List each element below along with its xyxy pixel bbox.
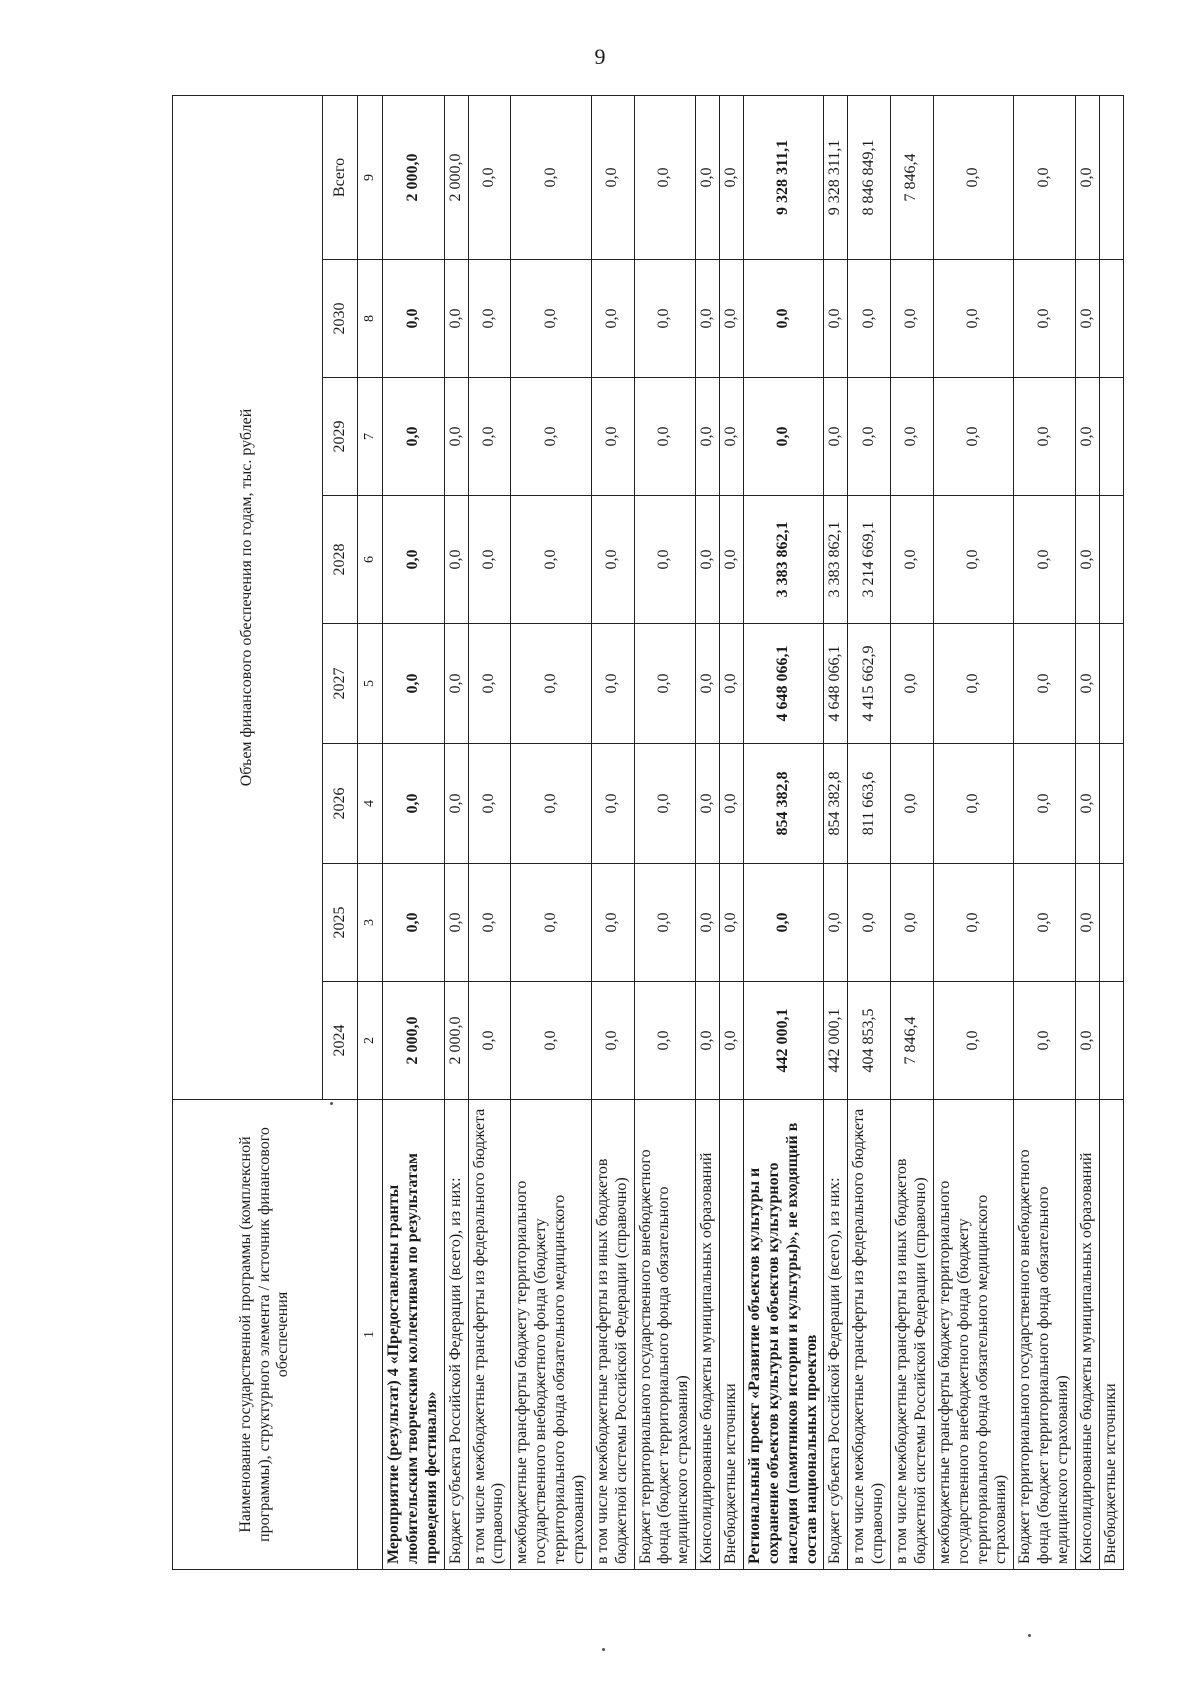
table-row [634, 95, 696, 1569]
header-volume: Объем финансового обеспечения по годам, тыс. рублей [173, 95, 323, 1099]
row-source-name: Бюджет субъекта Российской Федерации (всего), из них: [824, 1100, 848, 1570]
row-value-cell: 0,0 [444, 260, 468, 378]
header-column-index: 2 [358, 982, 383, 1100]
row-value-cell: 0,0 [1014, 744, 1076, 864]
row-value-cell: 3 214 669,1 [848, 496, 891, 624]
row-source-name: Региональный проект «Развитие объектов культуры и сохранение объектов культуры и объектов культурного наследия (памятников истории и культуры)», не входящий в состав национальных проектов [743, 1100, 824, 1570]
row-value-cell: 7 846,4 [891, 95, 934, 259]
financing-table [172, 95, 1124, 1570]
row-value-cell: 0,0 [591, 496, 634, 624]
row-value-cell: 0,0 [891, 744, 934, 864]
table-row [824, 95, 848, 1569]
row-source-name: межбюджетные трансферты бюджету территориального государственного внебюджетного фонда (бюджету территориального фонда обязательного медицинского страхования) [511, 1100, 592, 1570]
row-value-cell [1099, 496, 1123, 624]
row-source-name: в том числе межбюджетные трансферты из иных бюджетов бюджетной системы Российской Федерации (справочно) [591, 1100, 634, 1570]
row-value-cell: 2 000,0 [383, 95, 445, 259]
row-value-cell: 0,0 [634, 378, 696, 496]
header-column-index: 6 [358, 496, 383, 624]
row-value-cell: 0,0 [511, 744, 592, 864]
header-column-index: 7 [358, 378, 383, 496]
row-value-cell: 0,0 [468, 260, 511, 378]
row-source-name: Консолидированные бюджеты муниципальных образований [1075, 1100, 1099, 1570]
row-value-cell: 0,0 [848, 864, 891, 982]
row-value-cell: 0,0 [634, 982, 696, 1100]
header-year: 2024 [323, 982, 358, 1100]
row-value-cell: 0,0 [444, 624, 468, 744]
row-value-cell: 0,0 [511, 624, 592, 744]
row-value-cell [1099, 378, 1123, 496]
row-value-cell: 0,0 [1075, 744, 1099, 864]
header-year: 2030 [323, 260, 358, 378]
row-value-cell: 4 415 662,9 [848, 624, 891, 744]
header-column-index: 3 [358, 864, 383, 982]
row-value-cell: 0,0 [634, 496, 696, 624]
row-value-cell: 0,0 [743, 378, 824, 496]
row-value-cell: 8 846 849,1 [848, 95, 891, 259]
row-value-cell: 0,0 [634, 95, 696, 259]
row-value-cell: 7 846,4 [891, 982, 934, 1100]
row-value-cell: 0,0 [468, 496, 511, 624]
row-value-cell: 9 328 311,1 [824, 95, 848, 259]
row-value-cell: 0,0 [891, 496, 934, 624]
row-value-cell [1099, 982, 1123, 1100]
row-value-cell: 0,0 [468, 982, 511, 1100]
scan-dot [602, 1648, 605, 1651]
header-year: 2026 [323, 744, 358, 864]
row-value-cell: 0,0 [933, 260, 1014, 378]
row-value-cell: 0,0 [634, 744, 696, 864]
row-value-cell: 0,0 [511, 864, 592, 982]
row-source-name: Внебюджетные источники [1099, 1100, 1123, 1570]
row-value-cell: 0,0 [1014, 95, 1076, 259]
table-row [933, 95, 1014, 1569]
row-value-cell: 0,0 [383, 378, 445, 496]
row-value-cell: 0,0 [1014, 260, 1076, 378]
row-value-cell [1099, 864, 1123, 982]
row-value-cell: 0,0 [824, 260, 848, 378]
row-value-cell: 0,0 [696, 744, 720, 864]
row-value-cell: 0,0 [696, 624, 720, 744]
row-value-cell: 9 328 311,1 [743, 95, 824, 259]
row-value-cell: 0,0 [720, 624, 744, 744]
row-value-cell: 0,0 [696, 95, 720, 259]
row-value-cell: 0,0 [1075, 378, 1099, 496]
row-source-name: в том числе межбюджетные трансферты из федерального бюджета (справочно) [848, 1100, 891, 1570]
table-row [891, 95, 934, 1569]
header-year: 2025 [323, 864, 358, 982]
row-value-cell: 0,0 [848, 378, 891, 496]
row-value-cell: 0,0 [1014, 496, 1076, 624]
row-value-cell: 0,0 [696, 496, 720, 624]
header-column-index: 5 [358, 624, 383, 744]
row-value-cell: 0,0 [743, 260, 824, 378]
scan-dot [1028, 1634, 1031, 1637]
row-value-cell: 0,0 [468, 95, 511, 259]
row-value-cell: 0,0 [383, 624, 445, 744]
header-column-index: 8 [358, 260, 383, 378]
row-value-cell: 0,0 [720, 496, 744, 624]
row-value-cell: 0,0 [468, 864, 511, 982]
row-value-cell: 854 382,8 [824, 744, 848, 864]
row-value-cell: 0,0 [634, 260, 696, 378]
row-value-cell: 0,0 [468, 378, 511, 496]
row-value-cell: 0,0 [720, 982, 744, 1100]
row-value-cell: 0,0 [720, 260, 744, 378]
row-value-cell: 0,0 [933, 864, 1014, 982]
row-source-name: Бюджет субъекта Российской Федерации (всего), из них: [444, 1100, 468, 1570]
row-source-name: межбюджетные трансферты бюджету территориального государственного внебюджетного фонда (бюджету территориального фонда обязательного медицинского страхования) [933, 1100, 1014, 1570]
row-value-cell [1099, 624, 1123, 744]
row-value-cell: 0,0 [933, 496, 1014, 624]
header-column-index: 1 [358, 1100, 383, 1570]
row-value-cell: 0,0 [720, 95, 744, 259]
row-value-cell: 0,0 [743, 864, 824, 982]
page-number: 9 [594, 44, 606, 69]
row-value-cell: 0,0 [933, 378, 1014, 496]
table-row [1014, 95, 1076, 1569]
row-value-cell: 0,0 [591, 95, 634, 259]
row-source-name: Бюджет территориального государственного внебюджетного фонда (бюджет территориального фонда обязательного медицинского страхования) [634, 1100, 696, 1570]
row-value-cell: 442 000,1 [743, 982, 824, 1100]
row-value-cell: 0,0 [1075, 624, 1099, 744]
row-value-cell: 0,0 [720, 864, 744, 982]
row-source-name: в том числе межбюджетные трансферты из иных бюджетов бюджетной системы Российской Федерации (справочно) [891, 1100, 934, 1570]
header-name-column: Наименование государственной программы (комплексной программы), структурного элемента / источник финансового обеспечения [173, 1100, 358, 1570]
row-value-cell: 0,0 [824, 864, 848, 982]
row-value-cell: 854 382,8 [743, 744, 824, 864]
header-column-index: 9 [358, 95, 383, 259]
row-value-cell: 0,0 [511, 378, 592, 496]
row-value-cell: 0,0 [591, 864, 634, 982]
row-value-cell: 404 853,5 [848, 982, 891, 1100]
row-source-name: Мероприятие (результат) 4 «Предоставлены гранты любительским творческим коллективам по результатам проведения фестиваля» [383, 1100, 445, 1570]
row-value-cell: 0,0 [696, 982, 720, 1100]
row-value-cell: 0,0 [696, 260, 720, 378]
row-value-cell: 2 000,0 [444, 982, 468, 1100]
row-value-cell: 3 383 862,1 [824, 496, 848, 624]
row-value-cell: 0,0 [591, 982, 634, 1100]
header-year: 2027 [323, 624, 358, 744]
row-value-cell: 0,0 [1075, 864, 1099, 982]
row-value-cell: 0,0 [1014, 378, 1076, 496]
row-value-cell: 0,0 [511, 260, 592, 378]
row-value-cell: 0,0 [591, 378, 634, 496]
row-value-cell: 0,0 [720, 744, 744, 864]
row-value-cell: 0,0 [1075, 496, 1099, 624]
table-row [1099, 95, 1123, 1569]
rotated-table-frame [172, 96, 1119, 1570]
table-row [720, 95, 744, 1569]
rotated-table-area [172, 96, 1119, 1570]
row-value-cell: 0,0 [511, 95, 592, 259]
row-source-name: Внебюджетные источники [720, 1100, 744, 1570]
row-value-cell: 0,0 [1014, 982, 1076, 1100]
row-value-cell: 0,0 [891, 260, 934, 378]
row-value-cell: 0,0 [891, 864, 934, 982]
row-value-cell: 0,0 [591, 260, 634, 378]
table-row [444, 95, 468, 1569]
row-value-cell: 0,0 [444, 378, 468, 496]
row-value-cell: 0,0 [444, 496, 468, 624]
row-value-cell: 0,0 [696, 378, 720, 496]
header-year: 2029 [323, 378, 358, 496]
row-value-cell: 0,0 [383, 496, 445, 624]
row-value-cell: 4 648 066,1 [743, 624, 824, 744]
row-value-cell: 811 663,6 [848, 744, 891, 864]
row-value-cell: 0,0 [696, 864, 720, 982]
row-value-cell: 0,0 [933, 982, 1014, 1100]
row-value-cell: 0,0 [933, 744, 1014, 864]
table-row [511, 95, 592, 1569]
row-value-cell: 0,0 [511, 982, 592, 1100]
row-value-cell: 0,0 [383, 260, 445, 378]
row-value-cell: 0,0 [444, 864, 468, 982]
row-value-cell: 4 648 066,1 [824, 624, 848, 744]
header-year: 2028 [323, 496, 358, 624]
row-value-cell: 0,0 [933, 95, 1014, 259]
table-row [383, 95, 445, 1569]
row-value-cell: 0,0 [634, 864, 696, 982]
row-value-cell: 0,0 [383, 744, 445, 864]
row-value-cell [1099, 260, 1123, 378]
table-row [591, 95, 634, 1569]
row-value-cell: 0,0 [1075, 260, 1099, 378]
header-year: Всего [323, 95, 358, 259]
row-value-cell: 0,0 [933, 624, 1014, 744]
row-value-cell: 0,0 [468, 624, 511, 744]
row-value-cell: 0,0 [591, 624, 634, 744]
row-value-cell: 2 000,0 [383, 982, 445, 1100]
row-value-cell: 0,0 [468, 744, 511, 864]
row-value-cell: 0,0 [1014, 864, 1076, 982]
row-value-cell [1099, 95, 1123, 259]
table-row [848, 95, 891, 1569]
row-source-name: Бюджет территориального государственного внебюджетного фонда (бюджет территориального фонда обязательного медицинского страхования) [1014, 1100, 1076, 1570]
row-value-cell: 0,0 [848, 260, 891, 378]
row-value-cell: 2 000,0 [444, 95, 468, 259]
header-column-index: 4 [358, 744, 383, 864]
row-value-cell: 0,0 [444, 744, 468, 864]
row-value-cell: 0,0 [720, 378, 744, 496]
row-value-cell: 0,0 [1014, 624, 1076, 744]
row-value-cell: 0,0 [511, 496, 592, 624]
row-value-cell [1099, 744, 1123, 864]
table-row [696, 95, 720, 1569]
row-value-cell: 0,0 [634, 624, 696, 744]
table-row [1075, 95, 1099, 1569]
row-value-cell: 0,0 [891, 624, 934, 744]
row-value-cell: 0,0 [824, 378, 848, 496]
row-value-cell: 0,0 [591, 744, 634, 864]
row-source-name: Консолидированные бюджеты муниципальных образований [696, 1100, 720, 1570]
row-value-cell: 3 383 862,1 [743, 496, 824, 624]
row-value-cell: 0,0 [1075, 95, 1099, 259]
row-value-cell: 0,0 [1075, 982, 1099, 1100]
row-value-cell: 0,0 [891, 378, 934, 496]
row-value-cell: 442 000,1 [824, 982, 848, 1100]
row-source-name: в том числе межбюджетные трансферты из федерального бюджета (справочно) [468, 1100, 511, 1570]
table-row [743, 95, 824, 1569]
table-row [468, 95, 511, 1569]
row-value-cell: 0,0 [383, 864, 445, 982]
